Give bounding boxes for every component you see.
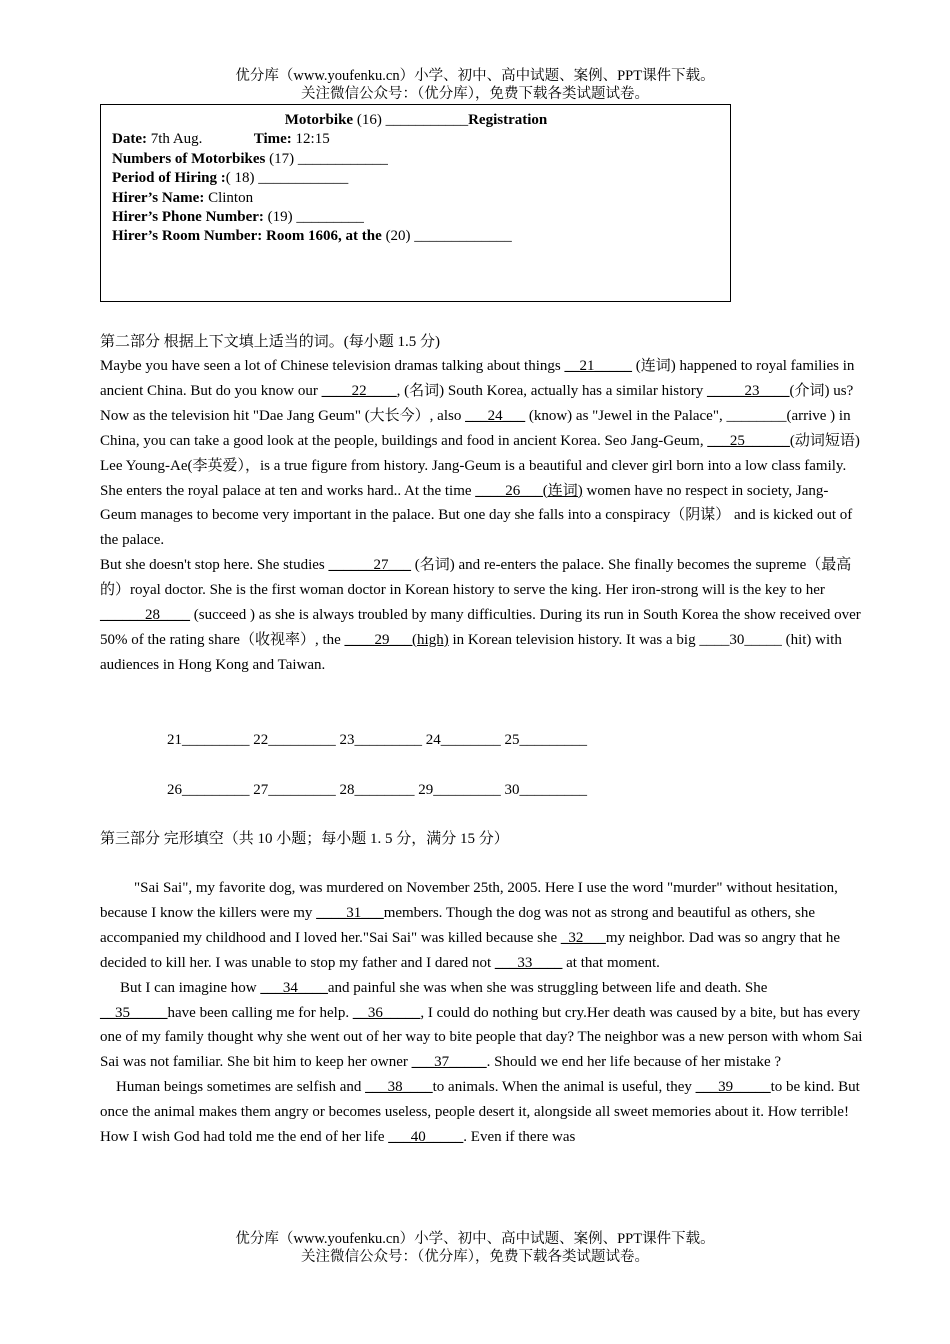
date-value: 7th Aug. <box>150 131 203 148</box>
form-date-time-row <box>112 130 730 149</box>
answer-row-26-30: 26_________ 27_________ 28________ 29_________ 30_________ <box>167 782 587 798</box>
blank-26: ____26___(连词) <box>475 482 583 499</box>
blank-22: ____22____ <box>321 382 397 399</box>
blank-33: ___33____ <box>494 954 563 971</box>
blank-36: __36_____ <box>352 1004 421 1021</box>
header-line-1: 优分库（www.youfenku.cn）小学、初中、高中试题、案例、PPT课件下载。 <box>235 68 715 84</box>
footer-line-2: 关注微信公众号：（优分库），免费下载各类试题试卷。 <box>301 1249 649 1265</box>
form-title: Motorbike (16) ___________Registration <box>284 112 548 128</box>
section-2-heading: 第二部分 根据上下文填上适当的词。(每小题 1.5 分) <box>100 334 440 350</box>
blank-35: __35_____ <box>100 1004 168 1021</box>
blank-32: _32___ <box>560 929 606 946</box>
blank-38: ___38____ <box>365 1079 433 1096</box>
passage-paragraph: Maybe you have seen a lot of Chinese television dramas talking about things __21_____ (连词) happened to royal families in ancient China. But do you know our ____22____, (名词) South Korea, actually has a similar history _____23____(介词) us?Now as the television hit "Dae Jang Geum" (大长今）, also ___24___ (know) as "Jewel in the Palace", ________(arrive ) in China, you can take a good look at the people, buildings and food in ancient Korea. Seo Jang-Geum, ___25______(动词短语) Lee Young-Ae(李英爱），is a true figure from history. Jang-Geum is a beautiful and clever girl born into a low class family. She enters the royal palace at ten and works hard.. At the time ____26___(连词) women have no respect in society, Jang-Geum manages to become very important in the palace. But one day she falls into a conspiracy（阴谋） and is kicked out of the palace. <box>100 358 860 549</box>
blank-25: ___25______ <box>707 432 790 449</box>
blank-37: ___37_____ <box>411 1054 487 1071</box>
date-label: Date: <box>112 131 147 148</box>
blank-27: ______27___ <box>328 557 412 574</box>
passage-paragraph: "Sai Sai", my favorite dog, was murdered on November 25th, 2005. Here I use the word "murder" without hesitation, because I know the killers were my ____31___members. Though the dog was not as strong and beautiful as others, she accompanied my childhood and I loved her."Sai Sai" was killed because she _32___my neighbor. Dad was so angry that he decided to kill her. I was unable to stop my father and I dared not ___33____ at that moment. <box>100 880 840 971</box>
blank-29: ____29___(high) <box>344 631 449 648</box>
blank-40: ___40_____ <box>388 1129 464 1146</box>
section-2-passage <box>100 354 865 678</box>
form-room-row: Hirer’s Room Number: Room 1606, at the (20) _____________ <box>112 228 512 245</box>
blank-28: ______28____ <box>100 607 190 624</box>
blank-31: ____31___ <box>316 904 384 921</box>
passage-paragraph: Human beings sometimes are selfish and ___38____to animals. When the animal is useful, they ___39_____to be kind. But once the animal makes them angry or becomes useless, people desert it, alongside all sweet memories about it. How terrible! How I wish God had told me the end of her life ___40_____. Even if there was <box>100 1079 860 1146</box>
form-period-row: Period of Hiring :( 18) ____________ <box>112 170 349 187</box>
passage-paragraph: But I can imagine how ___34____and painful she was when she was struggling between life and death. She __35_____have been calling me for help. __36_____, I could do nothing but cry.Her death was caused by a bite, but has every one of my family thought why she went out of her way to bite people that day? The neighbor was a new person with whom Sai Sai was not familiar. She bit him to keep her owner ___37_____. Should we end her life because of her mistake ? <box>100 979 863 1071</box>
passage-paragraph: But she doesn't stop here. She studies ______27___ (名词) and re-enters the palace. She finally becomes the supreme（最高的）royal doctor. She is the first woman doctor in Korean history to serve the king. Her iron-strong will is the key to her ______28____ (succeed ) as she is always troubled by many difficulties. During its run in South Korea the show received over 50% of the rating share（收视率）, the ____29___(high) in Korean television history. It was a big ____30_____ (hit) with audiences in Hong Kong and Taiwan. <box>100 557 861 673</box>
page-footer <box>0 1230 950 1266</box>
time-label: Time: <box>253 131 292 148</box>
footer-line-1: 优分库（www.youfenku.cn）小学、初中、高中试题、案例、PPT课件下载。 <box>235 1231 715 1247</box>
blank-21: __21_____ <box>564 358 632 374</box>
form-phone-row: Hirer’s Phone Number: (19) _________ <box>112 209 364 226</box>
form-name-row: Hirer’s Name: Clinton <box>112 189 254 206</box>
form-motorbikes-row: Numbers of Motorbikes (17) ____________ <box>112 150 388 167</box>
page-header <box>0 67 950 103</box>
section-3-passage <box>100 876 865 1150</box>
section-3-heading: 第三部分 完形填空（共 10 小题；每小题 1. 5 分，满分 15 分） <box>100 831 509 847</box>
registration-form <box>100 104 731 302</box>
header-line-2: 关注微信公众号：（优分库），免费下载各类试题试卷。 <box>301 86 649 102</box>
blank-23: _____23____ <box>707 382 790 399</box>
blank-39: ___39_____ <box>695 1079 771 1096</box>
time-value: 12:15 <box>295 131 330 148</box>
blank-34: ___34____ <box>260 979 328 996</box>
blank-24: ___24___ <box>465 407 526 424</box>
answer-row-21-25: 21_________ 22_________ 23_________ 24________ 25_________ <box>167 732 587 748</box>
